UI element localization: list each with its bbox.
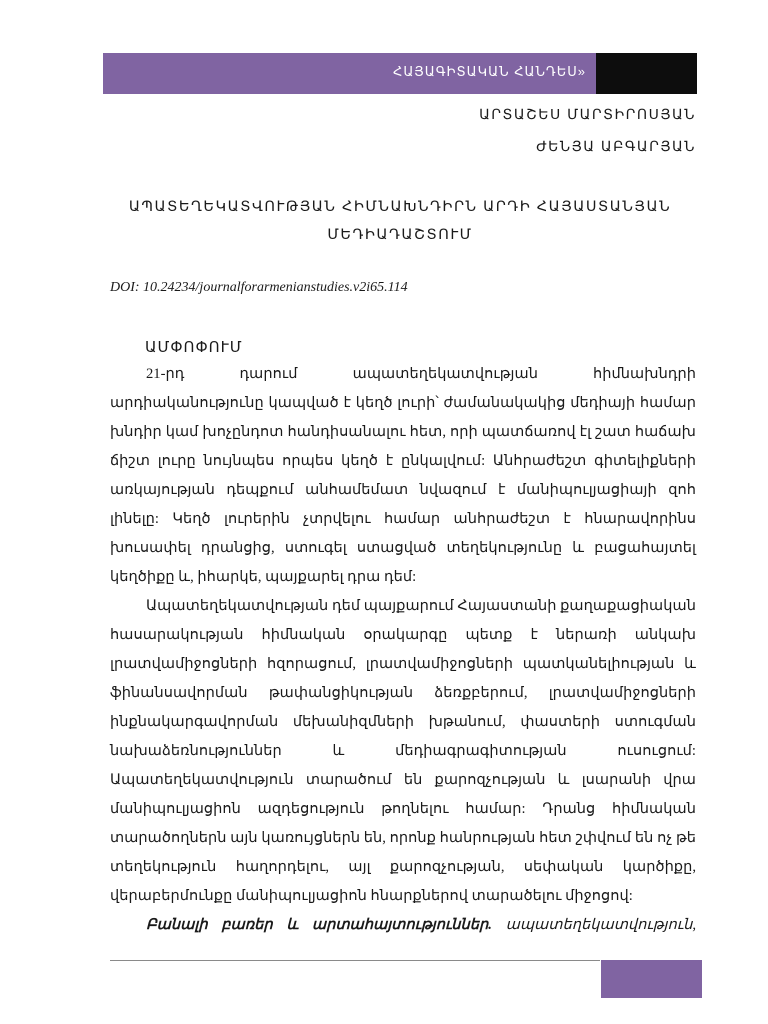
article-title-line-1: ԱՊԱՏԵՂԵԿԱՏՎՈՒԹՅԱՆ ՀԻՄՆԱԽՆԴԻՐՆ ԱՐԴԻ ՀԱՅԱՍՏԱՆՅԱՆ — [128, 199, 672, 215]
abstract-body — [110, 360, 696, 940]
abstract-heading: ԱՄՓՈՓՈՒՄ — [145, 339, 243, 356]
keywords-value: ապատեղեկատվություն, — [505, 917, 696, 933]
footer-divider — [110, 960, 600, 961]
footer-page-box — [601, 960, 702, 998]
keywords-label: Բանալի բառեր և արտահայտություններ. — [146, 917, 492, 933]
article-title — [103, 193, 697, 249]
article-title-line-2: ՄԵԴԻԱԴԱՇՏՈՒՄ — [327, 227, 473, 243]
journal-title: ՀԱՅԱԳԻՏԱԿԱՆ ՀԱՆԴԵՍ» — [393, 64, 586, 79]
author-name-2: ԺԵՆՅԱ ԱԲԳԱՐՅԱՆ — [536, 138, 696, 154]
doi-link[interactable]: DOI: 10.24234/journalforarmenianstudies.v2i65.114 — [110, 280, 408, 295]
author-name-1: ԱՐՏԱՇԵՍ ՄԱՐՏԻՐՈՍՅԱՆ — [479, 106, 696, 122]
abstract-paragraph-1: 21-րդ դարում ապատեղեկատվության հիմնախնդրի արդիականությունը կապված է կեղծ լուրի՝ ժամանակակից մեդիայի համար խնդիր կամ խոչընդոտ հանդիսանալու հետ, որի պատճառով էլ շատ հաճախ ճիշտ լուրը նույնպես որպես կեղծ է ընկալվում: Անհրաժեշտ գիտելիքների առկայության դեպքում անհամեմատ նվազում է մանիպուլյացիայի զոհ լինելը: Կեղծ լուրերին չտրվելու համար անհրաժեշտ է հնարավորինս խուսափել դրանցից, ստուգել ստացված տեղեկությունը և բացահայտել կեղծիքը և, իհարկե, պայքարել դրա դեմ: — [110, 366, 696, 585]
header-page-number-box — [596, 53, 697, 94]
journal-header-bar — [103, 53, 596, 94]
abstract-paragraph-2: Ապատեղեկատվության դեմ պայքարում Հայաստանի քաղաքացիական հասարակության հիմնական օրակարգը պետք է ներառի անկախ լրատվամիջոցների հզորացում, լրատվամիջոցների պատկանելիության և ֆինանսավորման թափանցիկության ձեռքբերում, լրատվամիջոցների ինքնակարգավորման մեխանիզմների խթանում, փաստերի ստուգման նախաձեռնություններ և մեդիագրագիտության ուսուցում: Ապատեղեկատվություն տարածում են քարոզչության և լսարանի վրա մանիպուլյացիոն ազդեցություն թողնելու համար: Դրանց հիմնական տարածողներն այն կառույցներն են, որոնք հանրության հետ շփվում են ոչ թե տեղեկություն հաղորդելու, այլ քարոզչության, սեփական կարծիքը, վերաբերմունքը մանիպուլյացիոն հնարքներով տարածելու միջոցով: — [110, 598, 696, 904]
keywords-line — [110, 911, 696, 940]
